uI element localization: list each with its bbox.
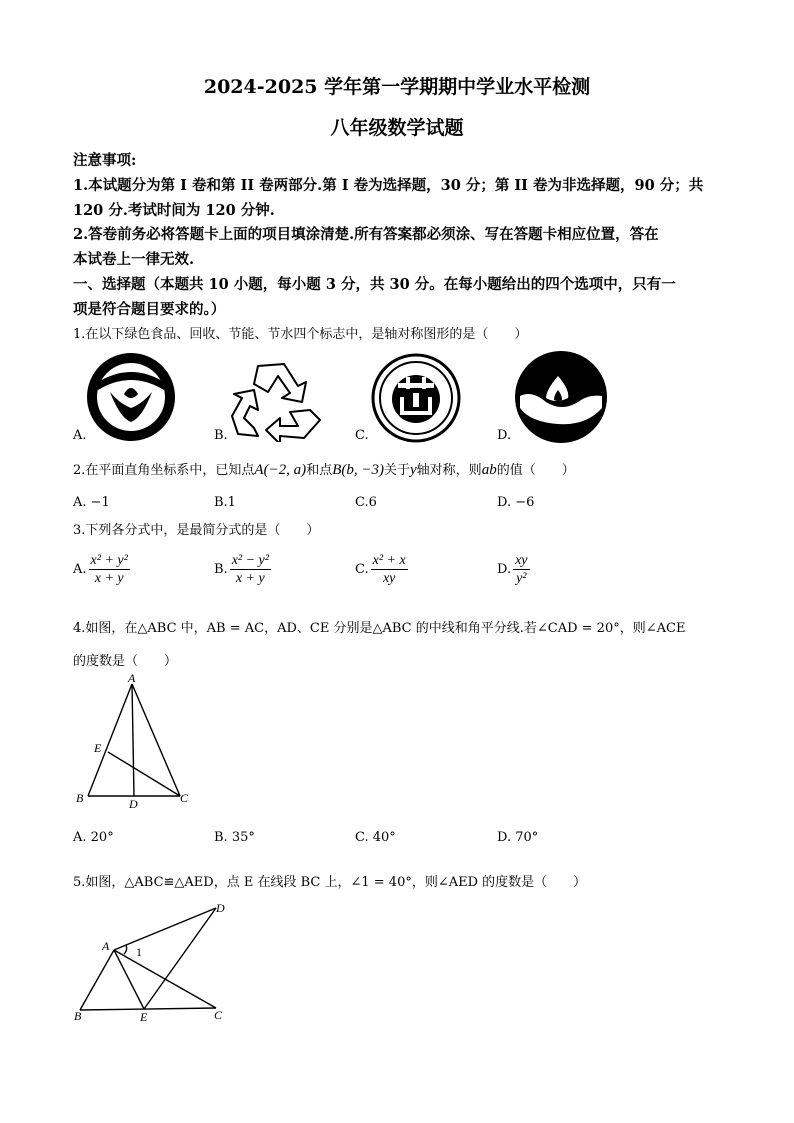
note-1-line-1: 1.本试题分为第 I 卷和第 II 卷两部分.第 I 卷为选择题，30 分；第 II 卷为非选择题，90 分；共	[73, 177, 704, 194]
exam-subtitle: 八年级数学试题	[330, 117, 464, 139]
q1-option-c: C.	[355, 428, 369, 443]
q3-option-d	[497, 552, 530, 587]
energy-saving-logo-icon	[368, 353, 464, 443]
q3-option-c-label: C.	[355, 562, 369, 577]
q2-option-a: A. −1	[73, 495, 110, 510]
q3-c-denominator: xy	[382, 571, 396, 586]
q1-option-a: A.	[73, 428, 87, 443]
q2-point-a: A(−2, a)	[254, 462, 307, 478]
q2-option-c: C.6	[355, 495, 377, 510]
q2-option-d: D. −6	[497, 495, 535, 510]
q1-option-d: D.	[497, 428, 512, 443]
note-1-line-2: 120 分.考试时间为 120 分钟.	[73, 202, 275, 219]
q4-stem-line-1: 4.如图，在△ABC 中，AB = AC，AD、CE 分别是△ABC 的中线和角平分线.若∠CAD = 20°，则∠ACE	[73, 621, 686, 636]
q3-option-a-fraction	[89, 552, 130, 587]
q5-label-angle-1: 1	[136, 945, 142, 959]
q4-label-b: B	[76, 791, 84, 805]
q3-d-numerator: xy	[515, 553, 528, 568]
q5-label-a: A	[102, 939, 110, 953]
q1-stem: 1.在以下绿色食品、回收、节能、节水四个标志中，是轴对称图形的是（ ）	[73, 327, 528, 342]
q3-b-denominator: x + y	[235, 571, 265, 586]
q2-option-b: B.1	[214, 495, 236, 510]
q4-stem-line-2: 的度数是（ ）	[73, 654, 178, 669]
q2-text-post1: 关于	[383, 463, 410, 478]
q1-option-b: B.	[214, 428, 228, 443]
green-food-logo-icon	[84, 352, 178, 442]
q3-c-numerator: x² + x	[372, 553, 406, 568]
q3-a-denominator: x + y	[94, 571, 124, 586]
q5-stem: 5.如图，△ABC≌△AED，点 E 在线段 BC 上，∠1 = 40°，则∠AED 的度数是（ ）	[73, 875, 587, 890]
water-saving-logo-icon	[512, 350, 610, 444]
exam-title: 2024-2025 学年第一学期期中学业水平检测	[203, 76, 591, 98]
q3-option-a	[73, 552, 130, 587]
q2-axis: y	[410, 462, 417, 478]
q4-option-c: C. 40°	[355, 830, 396, 845]
q5-label-b: B	[74, 1009, 82, 1023]
notes-heading: 注意事项:	[73, 152, 137, 169]
q5-label-d: D	[216, 901, 225, 915]
q5-congruent-triangles-figure	[70, 898, 240, 1024]
q3-option-d-fraction	[513, 552, 529, 587]
q2-text-pre: 2.在平面直角坐标系中，已知点	[73, 463, 255, 478]
recycle-logo-icon	[228, 358, 324, 442]
q3-a-numerator: x² + y²	[90, 553, 128, 568]
q4-option-d: D. 70°	[497, 830, 539, 845]
q2-point-b: B(b, −3)	[332, 462, 384, 478]
q3-d-denominator: y²	[516, 571, 527, 586]
q5-label-c: C	[214, 1008, 223, 1022]
q3-option-c-fraction	[371, 552, 408, 587]
q3-option-b-label: B.	[214, 562, 228, 577]
q3-b-numerator: x² − y²	[231, 553, 269, 568]
q3-option-d-label: D.	[497, 562, 512, 577]
q2-text-post3: 的值（ ）	[496, 463, 575, 478]
q3-stem: 3.下列各分式中，是最简分式的是（ ）	[73, 523, 320, 538]
q3-option-a-label: A.	[73, 562, 87, 577]
q4-option-a: A. 20°	[73, 830, 114, 845]
q2-text-and: 和点	[306, 463, 333, 478]
q3-option-b	[214, 552, 271, 587]
note-2-line-2: 本试卷上一律无效.	[73, 251, 195, 268]
q4-option-b: B. 35°	[214, 830, 255, 845]
q2-stem	[73, 459, 575, 479]
q2-text-post2: 轴对称，则	[416, 463, 482, 478]
q4-triangle-figure	[70, 672, 200, 812]
section-1-line-1: 一、选择题（本题共 10 小题，每小题 3 分，共 30 分。在每小题给出的四个选项中，只有一	[73, 276, 676, 293]
q5-label-e: E	[140, 1010, 148, 1024]
q3-option-c	[355, 552, 408, 587]
q4-label-c: C	[180, 791, 189, 805]
q4-label-a: A	[128, 672, 136, 685]
q2-expr: ab	[481, 462, 497, 478]
q3-option-b-fraction	[230, 552, 271, 587]
q4-label-d: D	[129, 797, 138, 811]
note-2-line-1: 2.答卷前务必将答题卡上面的项目填涂清楚.所有答案都必须涂、写在答题卡相应位置，答在	[73, 226, 659, 243]
q4-label-e: E	[94, 741, 102, 755]
section-1-line-2: 项是符合题目要求的。）	[73, 301, 226, 318]
